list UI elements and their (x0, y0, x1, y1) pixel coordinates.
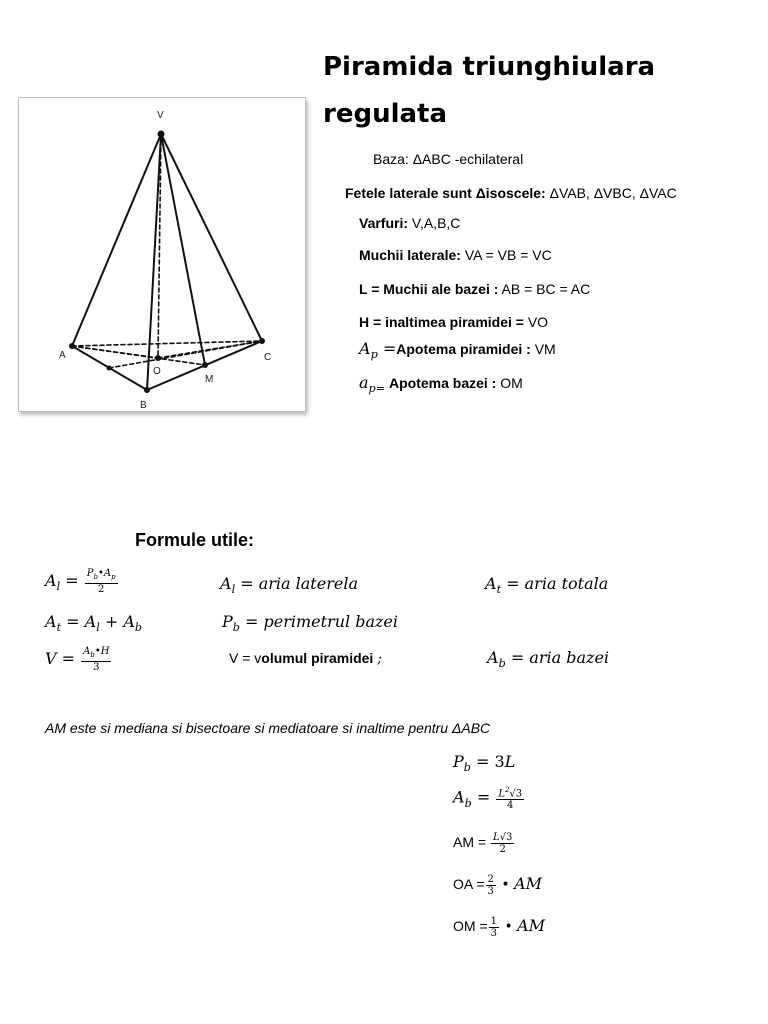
page-title-line2: regulata (323, 99, 448, 129)
prop-varfuri-label: Varfuri: (359, 215, 409, 231)
edge-vc (161, 134, 262, 341)
prop-muchii (359, 247, 552, 263)
prop-ap: $A_p$ =Apotema piramidei : VM (359, 339, 556, 362)
label-o: O (153, 366, 161, 377)
prop-baza-value: ΔABC -echilateral (412, 151, 524, 167)
formula-al-def: $A_l$ = aria laterela (220, 574, 358, 597)
v-def-main: olumul piramidei (261, 650, 374, 666)
prop-l (359, 281, 590, 297)
prop-muchii-label: Muchii laterale: (359, 247, 461, 263)
prop-muchii-value: VA = VB = VC (464, 247, 552, 263)
vertex-a (69, 343, 75, 349)
prop-baza (373, 151, 523, 167)
result-ab: $A_b$ = $\frac{L^2√3}{4}$ (453, 786, 523, 812)
v-def-prefix: V = v (229, 650, 262, 666)
prop-h-label: H = inaltimea piramidei = (359, 314, 524, 330)
prop-fete-value: ΔVAB, ΔVBC, ΔVAC (549, 185, 677, 201)
formula-v: V = $\frac{A_b•H}{3}$ (45, 646, 110, 673)
ab-def-text: aria bazei (529, 648, 610, 667)
pb-def-text: perimetrul bazei (263, 612, 399, 631)
point-m (202, 362, 208, 368)
result-am: AM = $\frac{L√3}{2}$ (453, 832, 513, 855)
point-o (155, 355, 161, 361)
result-om-label: OM = (453, 918, 488, 935)
result-om: OM = $\frac{1}{3}$ • AM (453, 916, 546, 939)
label-v: V (157, 110, 164, 121)
formula-ab-def: $A_b$ = aria bazei (487, 648, 610, 671)
result-am-label: AM = (453, 834, 487, 851)
formula-al: $A_l$ = $\frac{P_b•A_p}{2}$ (45, 568, 116, 595)
pyramid-figure (18, 97, 306, 412)
prop-l-label: L = Muchii ale bazei : (359, 281, 499, 297)
al-def-text: aria laterela (258, 574, 358, 593)
prop-apb: $a_{p=}$ Apotema bazei : OM (359, 373, 523, 396)
vertex-v (158, 131, 165, 138)
label-c: C (264, 352, 272, 363)
prop-apb-value: OM (500, 375, 523, 391)
prop-apb-text: Apotema bazei : (388, 375, 497, 391)
prop-h-value: VO (527, 314, 549, 330)
at-def-text: aria totala (524, 574, 609, 593)
prop-ap-value: VM (534, 341, 556, 357)
label-b: B (140, 400, 147, 411)
prop-fete (345, 185, 677, 201)
result-pb: $P_b = 3L$ (453, 752, 516, 775)
pyramid-diagram (19, 98, 305, 411)
prop-baza-label: Baza: (373, 151, 409, 167)
prop-h (359, 314, 548, 330)
edge-va (72, 134, 161, 346)
prop-fete-label: Fetele laterale sunt Δisoscele: (345, 185, 546, 201)
label-a: A (59, 350, 66, 361)
formula-at-def: $A_t$ = aria totala (485, 574, 609, 597)
page-title-line1: Piramida triunghiulara (323, 52, 656, 82)
edge-vm (161, 134, 205, 365)
prop-l-value: AB = BC = AC (501, 281, 591, 297)
note-am: AM este si mediana si bisectoare si mediatoare si inaltime pentru ΔABC (45, 720, 491, 736)
formula-at: $A_t = A_l + A_b$ (45, 612, 143, 635)
prop-ap-text: Apotema piramidei : (396, 341, 531, 357)
v-def-suffix: ; (377, 651, 382, 667)
vertex-c (259, 338, 265, 344)
point-mid-ab (107, 366, 112, 371)
vertex-b (144, 387, 150, 393)
edge-ao-hidden (72, 346, 158, 358)
formulas-heading: Formule utile: (135, 530, 255, 550)
formula-pb-def: $P_b$ = perimetrul bazei (222, 612, 399, 635)
prop-varfuri (359, 215, 460, 231)
formula-v-def (229, 650, 382, 667)
result-oa: OA = $\frac{2}{3}$ • AM (453, 874, 543, 897)
label-m: M (205, 374, 214, 385)
prop-varfuri-value: V,A,B,C (411, 215, 461, 231)
result-oa-label: OA = (453, 876, 485, 893)
